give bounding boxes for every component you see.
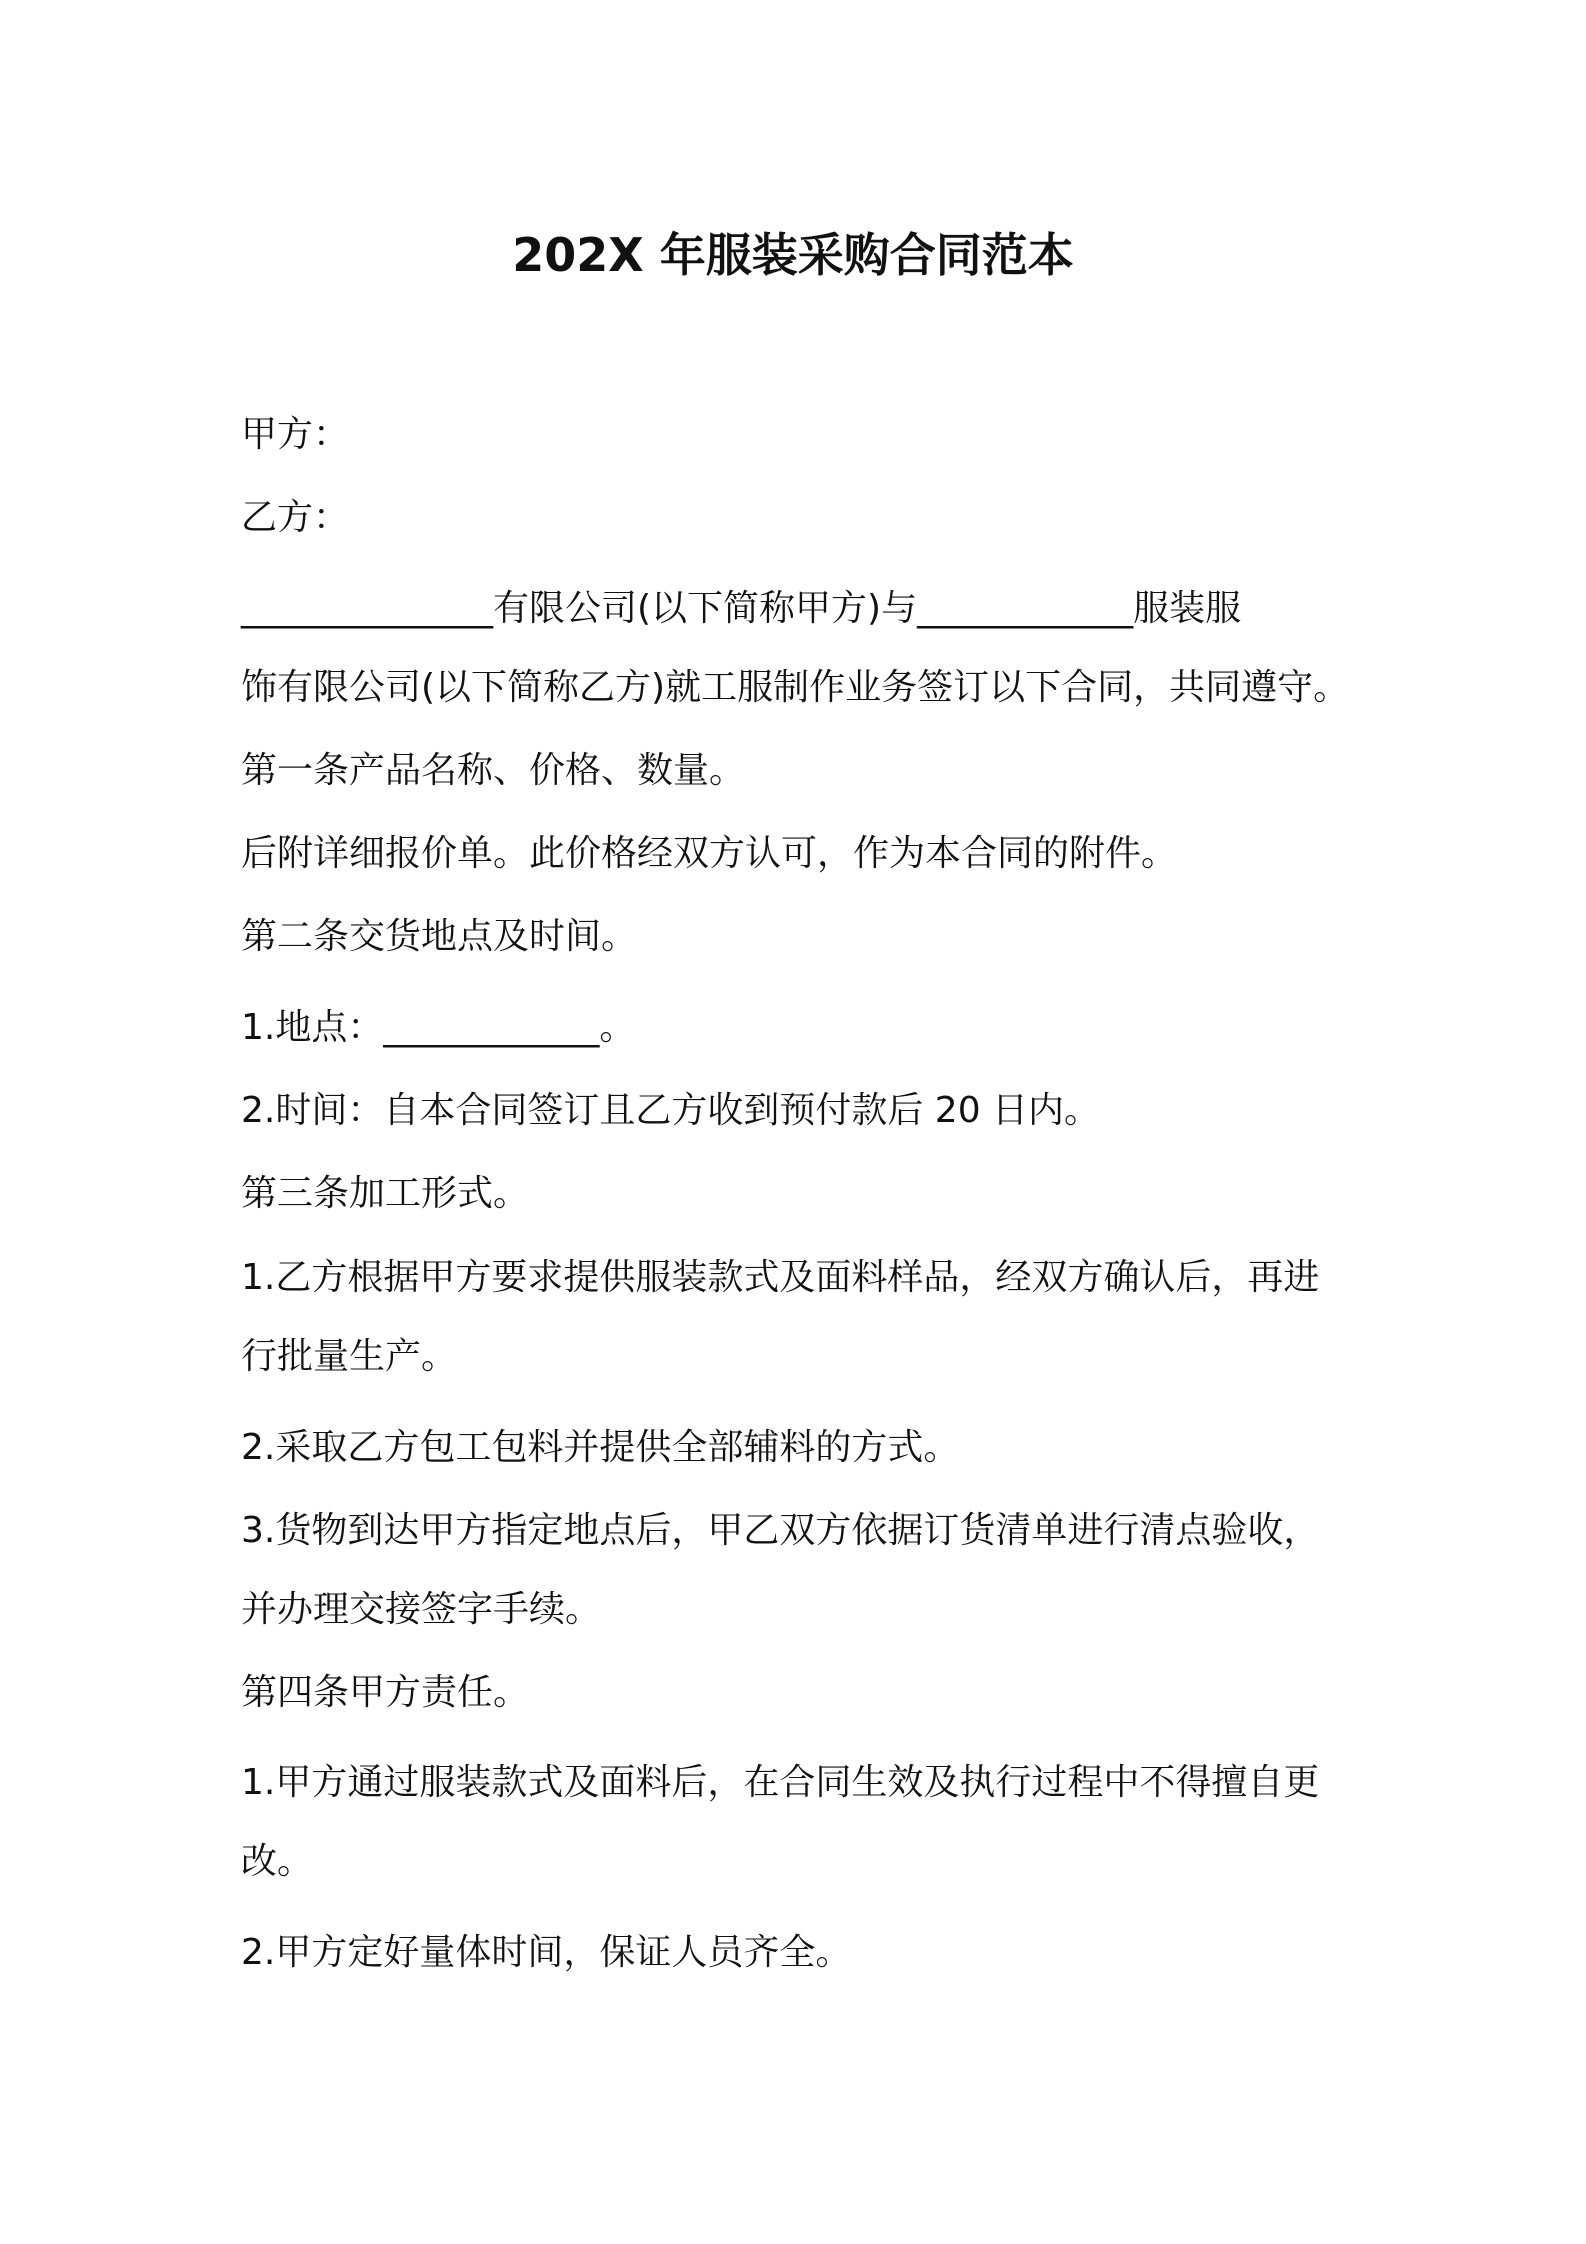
article-1-text: 后附详细报价单。此价格经双方认可，作为本合同的附件。 [241, 833, 1178, 874]
article-3-item-3-line-1: 3.货物到达甲方指定地点后，甲乙双方依据订货清单进行清点验收， [241, 1510, 1320, 1551]
article-4-item-1-line-2: 改。 [241, 1841, 314, 1882]
preamble-line-2: 饰有限公司(以下简称乙方)就工服制作业务签订以下合同，共同遵守。 [241, 667, 1350, 708]
article-4-heading: 第四条甲方责任。 [241, 1672, 530, 1713]
article-2-item-2: 2.时间：自本合同签订且乙方收到预付款后 20 日内。 [241, 1090, 1101, 1131]
party-a-line: 甲方： [241, 414, 350, 455]
party-b-line: 乙方： [241, 497, 350, 538]
article-3-item-1-line-1: 1.乙方根据甲方要求提供服装款式及面料样品，经双方确认后，再进 [241, 1257, 1320, 1298]
article-3-item-2: 2.采取乙方包工包料并提供全部辅料的方式。 [241, 1427, 960, 1468]
preamble-line-1: ______________有限公司(以下简称甲方)与____________服装服 [241, 588, 1242, 629]
article-4-item-2: 2.甲方定好量体时间，保证人员齐全。 [241, 1932, 852, 1973]
article-3-heading: 第三条加工形式。 [241, 1173, 530, 1214]
article-3-item-3-line-2: 并办理交接签字手续。 [241, 1589, 602, 1630]
article-2-item-1: 1.地点：____________。 [241, 1007, 636, 1048]
article-1-heading: 第一条产品名称、价格、数量。 [241, 750, 746, 791]
article-3-item-1-line-2: 行批量生产。 [241, 1336, 458, 1377]
article-4-item-1-line-1: 1.甲方通过服装款式及面料后，在合同生效及执行过程中不得擅自更 [241, 1762, 1320, 1803]
page-title: 202X 年服装采购合同范本 [512, 228, 1074, 282]
article-2-heading: 第二条交货地点及时间。 [241, 916, 638, 957]
